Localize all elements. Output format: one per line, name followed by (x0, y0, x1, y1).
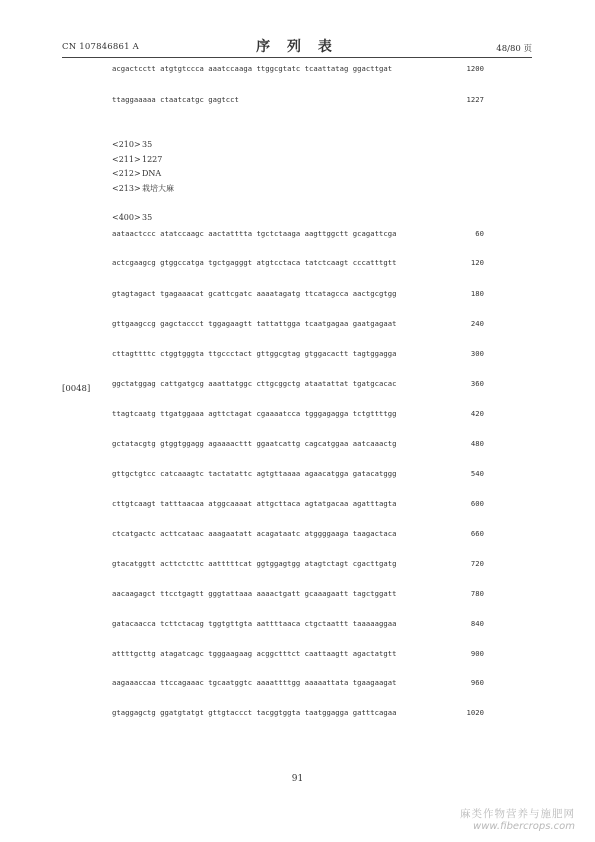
sequence-line (112, 289, 484, 301)
sequence-line (112, 319, 484, 331)
page-header (62, 36, 532, 58)
meta-line (112, 140, 152, 149)
sequence-position: 480 (470, 439, 484, 448)
sequence-text: gtacatggtt acttctcttc aatttttcat ggtggagtgg atagtctagt cgacttgatg (112, 559, 397, 568)
sequence-text: actcgaagcg gtggccatga tgctgagggt atgtcctaca tatctcaagt cccatttgtt (112, 258, 397, 267)
watermark-url: www.fibercrops.com (473, 821, 575, 832)
watermark-text: 麻类作物营养与施肥网 (460, 808, 575, 820)
sequence-position: 420 (470, 409, 484, 418)
sequence-line (112, 499, 484, 511)
sequence-position: 900 (470, 649, 484, 658)
sequence-text: ttagtcaatg ttgatggaaa agttctagat cgaaaatcca tgggagagga tctgttttgg (112, 409, 397, 418)
sequence-line (112, 229, 484, 241)
meta-value: 35 (142, 140, 153, 149)
sequence-text: aagaaaccaa ttccagaaac tgcaatggtc aaaattttgg aaaaattata tgaagaagat (112, 678, 397, 687)
patent-number: CN 107846861 A (62, 42, 139, 52)
sequence-line (112, 678, 484, 690)
sequence-text: gtaggagctg ggatgtatgt gttgtaccct tacggtggta taatggagga gatttcagaa (112, 708, 397, 717)
sequence-position: 960 (470, 678, 484, 687)
sequence-line (112, 559, 484, 571)
meta-value: 35 (142, 213, 153, 222)
sequence-text: gttgctgtcc catcaaagtc tactatattc agtgttaaaa agaacatgga gatacatggg (112, 469, 397, 478)
watermark (460, 806, 575, 832)
sequence-position: 240 (470, 319, 484, 328)
page-title: 序 列 表 (256, 39, 338, 55)
sequence-line (112, 649, 484, 661)
sequence-line (112, 589, 484, 601)
meta-line (112, 213, 152, 222)
meta-tag: <212> (112, 169, 141, 178)
sequence-line (112, 258, 484, 270)
meta-value: 栽培大麻 (142, 184, 174, 193)
sequence-line (112, 349, 484, 361)
sequence-line (112, 95, 484, 107)
meta-value: 1227 (142, 155, 163, 164)
sequence-position: 1020 (466, 708, 484, 717)
sequence-position: 720 (470, 559, 484, 568)
meta-tag: <210> (112, 140, 141, 149)
sequence-position: 780 (470, 589, 484, 598)
meta-tag: <213> (112, 184, 141, 193)
sequence-text: acgactcctt atgtgtccca aaatccaaga ttggcgtatc tcaattatag ggacttgat (112, 64, 393, 73)
sequence-position: 660 (470, 529, 484, 538)
sequence-line (112, 619, 484, 631)
paragraph-label: [0048] (62, 384, 91, 394)
meta-value: DNA (142, 169, 162, 178)
page-counter: 48/80 页 (496, 44, 532, 54)
sequence-text: gttgaagccg gagctaccct tggagaagtt tattattgga tcaatgagaa gaatgagaat (112, 319, 397, 328)
sequence-position: 300 (470, 349, 484, 358)
sequence-position: 180 (470, 289, 484, 298)
meta-tag: <400> (112, 213, 141, 222)
sequence-position: 840 (470, 619, 484, 628)
sequence-text: ttaggaaaaa ctaatcatgc gagtcct (112, 95, 239, 104)
sequence-position: 120 (470, 258, 484, 267)
sequence-line (112, 379, 484, 391)
sequence-text: attttgcttg atagatcagc tgggaagaag acggctttct caattaagtt agactatgtt (112, 649, 397, 658)
sequence-position: 600 (470, 499, 484, 508)
meta-line (112, 169, 161, 178)
sequence-line (112, 529, 484, 541)
sequence-position: 1200 (466, 64, 484, 73)
sequence-position: 360 (470, 379, 484, 388)
sequence-line (112, 708, 484, 720)
meta-tag: <211> (112, 155, 141, 164)
page-number: 91 (291, 774, 304, 784)
meta-line (112, 183, 174, 194)
sequence-text: ctcatgactc acttcataac aaagaatatt acagataatc atggggaaga taagactaca (112, 529, 397, 538)
sequence-position: 1227 (466, 95, 484, 104)
sequence-text: gtagtagact tgagaaacat gcattcgatc aaaatagatg ttcatagcca aactgcgtgg (112, 289, 397, 298)
sequence-position: 60 (475, 229, 484, 238)
sequence-text: aacaagagct ttcctgagtt gggtattaaa aaaactgatt gcaaagaatt tagctggatt (112, 589, 397, 598)
sequence-text: gatacaacca tcttctacag tggtgttgta aattttaaca ctgctaattt taaaaaggaa (112, 619, 397, 628)
sequence-line (112, 469, 484, 481)
sequence-line (112, 64, 484, 76)
sequence-position: 540 (470, 469, 484, 478)
sequence-text: cttgtcaagt tatttaacaa atggcaaaat attgcttaca agtatgacaa agatttagta (112, 499, 397, 508)
sequence-line (112, 439, 484, 451)
sequence-text: ggctatggag cattgatgcg aaattatggc cttgcggctg ataatattat tgatgcacac (112, 379, 397, 388)
sequence-text: gctatacgtg gtggtggagg agaaaacttt ggaatcattg cagcatggaa aatcaaactg (112, 439, 397, 448)
sequence-line (112, 409, 484, 421)
sequence-text: aataactccc atatccaagc aactatttta tgctctaaga aagttggctt gcagattcga (112, 229, 397, 238)
header-rule (62, 57, 532, 58)
meta-line (112, 155, 162, 164)
sequence-text: cttagttttc ctggtgggta ttgccctact gttggcgtag gtggacactt tagtggagga (112, 349, 397, 358)
